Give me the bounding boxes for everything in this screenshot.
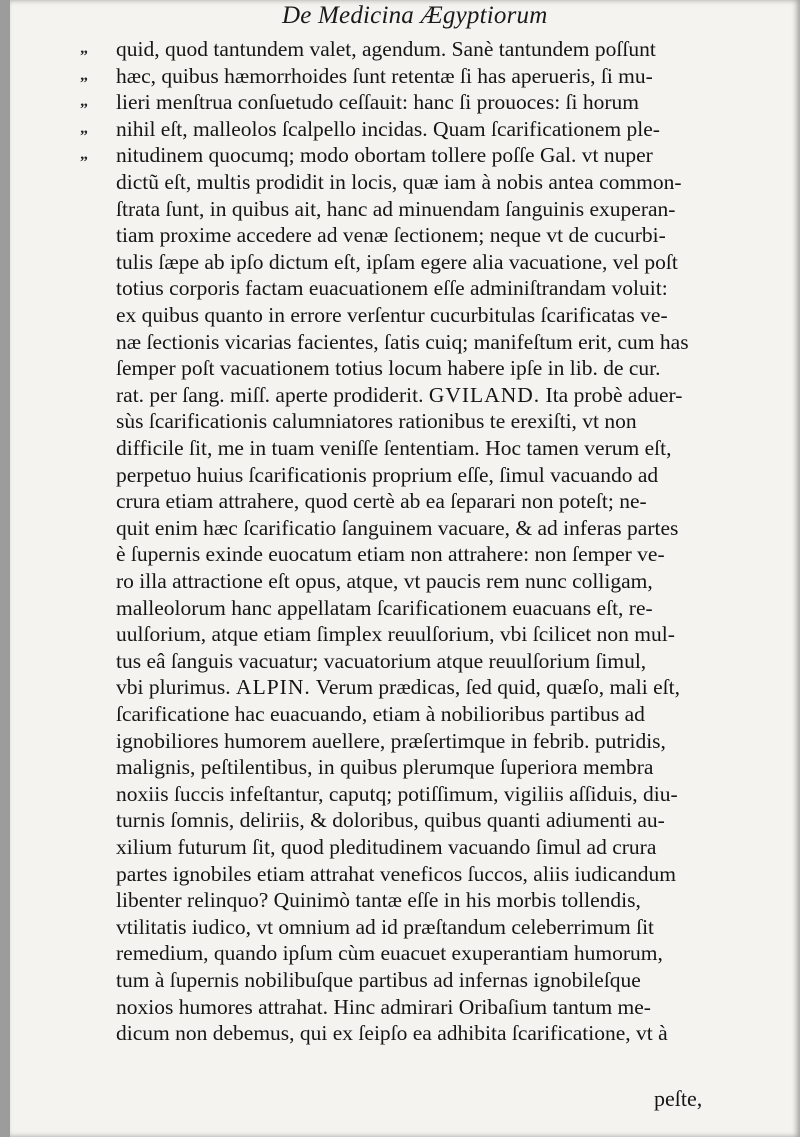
line-text: perpetuo huius ſcarificationis proprium eſſe, ſimul vacuando ad xyxy=(116,462,659,487)
quotation-marker: „ xyxy=(80,93,88,111)
line-text: ignobiliores humorem auellere, præſertimque in febrib. putridis, xyxy=(116,728,666,753)
line-text: ro illa attractione eſt opus, atque, vt paucis rem nunc colligam, xyxy=(116,569,653,593)
line-text: tiam proxime accedere ad venæ ſectionem; neque vt de cucurbi- xyxy=(116,223,666,248)
speaker-name: GVILAND. xyxy=(428,382,541,407)
line-text: nihil eſt, malleolos ſcalpello incidas. Quam ſcarificationem ple- xyxy=(116,116,660,141)
quotation-marker: „ xyxy=(80,119,88,137)
line-text: difficile ſit, me in tuam veniſſe ſententiam. Hoc tamen verum eſt, xyxy=(116,436,672,460)
line-text: ſcarificatione hac euacuando, etiam à nobilioribus partibus ad xyxy=(116,702,645,726)
line-text: crura etiam attrahere, quod certè ab ea ſeparari non poteſt; ne- xyxy=(116,489,647,514)
line-text: rat. per ſang. miſſ. aperte prodiderit. GVILAND. Ita probè aduer- xyxy=(116,382,683,407)
line-text: sùs ſcarificationis calumniatores rationibus te erexiſti, vt non xyxy=(116,409,637,434)
line-text: vtilitatis iudico, vt omnium ad id præſtandum celeberrimum ſit xyxy=(116,914,655,939)
line-text: hæc, quibus hæmorrhoides ſunt retentæ ſi has aperueris, ſi mu- xyxy=(116,63,653,88)
line-text: uulſorium, atque etiam ſimplex reuulſorium, vbi ſcilicet non mul- xyxy=(116,622,675,647)
book-page xyxy=(10,0,800,1137)
line-text: libenter relinquo? Quinimò tantæ eſſe in his morbis tollendis, xyxy=(116,888,641,913)
line-text: remedium, quando ipſum cùm euacuet exuperantiam humorum, xyxy=(116,941,663,966)
line-text: tus eâ ſanguis vacuatur; vacuatorium atque reuulſorium ſimul, xyxy=(116,648,647,673)
line-text: turnis ſomnis, deliriis, & doloribus, quibus quanti adiumenti au- xyxy=(116,808,665,833)
line-text: ex quibus quanto in errore verſentur cucurbitulas ſcarificatas ve- xyxy=(116,303,668,327)
line-text: vbi plurimus. ALPIN. Verum prædicas, ſed quid, quæſo, mali eſt, xyxy=(116,675,680,700)
quotation-marker: „ xyxy=(80,146,88,164)
running-header: De Medicina Ægyptiorum xyxy=(282,2,548,29)
catchword: peſte, xyxy=(654,1086,703,1111)
line-text: lieri menſtrua conſuetudo ceſſauit: hanc ſi prouoces: ſi horum xyxy=(116,90,640,115)
line-text: tum à ſupernis nobilibuſque partibus ad infernas ignobileſque xyxy=(116,968,641,992)
quotation-marker: „ xyxy=(80,40,88,57)
line-text: ſemper poſt vacuationem totius locum habere ipſe in lib. de cur. xyxy=(116,356,661,381)
quotation-marker: „ xyxy=(80,66,88,84)
line-text: malignis, peſtilentibus, in quibus plerumque ſuperiora membra xyxy=(116,755,654,780)
line-text: noxiis ſuccis infeſtantur, caputq; potiſſimum, vigiliis aſſiduis, diu- xyxy=(116,781,678,806)
line-text: ſtrata ſunt, in quibus ait, hanc ad minuendam ſanguinis exuperan- xyxy=(116,196,676,221)
line-text: è ſupernis exinde euocatum etiam non attrahere: non ſemper ve- xyxy=(116,542,665,567)
line-text: quit enim hæc ſcarificatio ſanguinem vacuare, & ad inferas partes xyxy=(116,515,679,540)
line-text: tulis ſæpe ab ipſo dictum eſt, ipſam egere alia vacuatione, vel poſt xyxy=(116,249,678,274)
line-text: nitudinem quocumq; modo obortam tollere poſſe Gal. vt nuper xyxy=(116,143,653,168)
line-text: xilium futurum ſit, quod pleditudinem vacuando ſimul ad crura xyxy=(116,835,657,859)
line-text: malleolorum hanc appellatam ſcarificationem euacuans eſt, re- xyxy=(116,595,653,620)
line-text: næ ſectionis vicarias facientes, ſatis cuiq; manifeſtum erit, cum has xyxy=(116,329,689,354)
speaker-name: ALPIN. xyxy=(236,675,311,700)
line-text: partes ignobiles etiam attrahat veneficos ſuccos, aliis iudicandum xyxy=(116,861,677,886)
line-text: totius corporis factam euacuationem eſſe adminiſtrandam voluit: xyxy=(116,276,668,301)
line-text: quid, quod tantundem valet, agendum. Sanè tantundem poſſunt xyxy=(116,37,656,61)
line-text: dicum non debemus, qui ex ſeipſo ea adhibita ſcarificatione, vt à xyxy=(116,1021,668,1046)
line-text: dictũ eſt, multis prodidit in locis, quæ iam à nobis antea common- xyxy=(116,170,682,194)
line-text: noxios humores attrahat. Hinc admirari Oribaſium tantum me- xyxy=(116,994,651,1019)
